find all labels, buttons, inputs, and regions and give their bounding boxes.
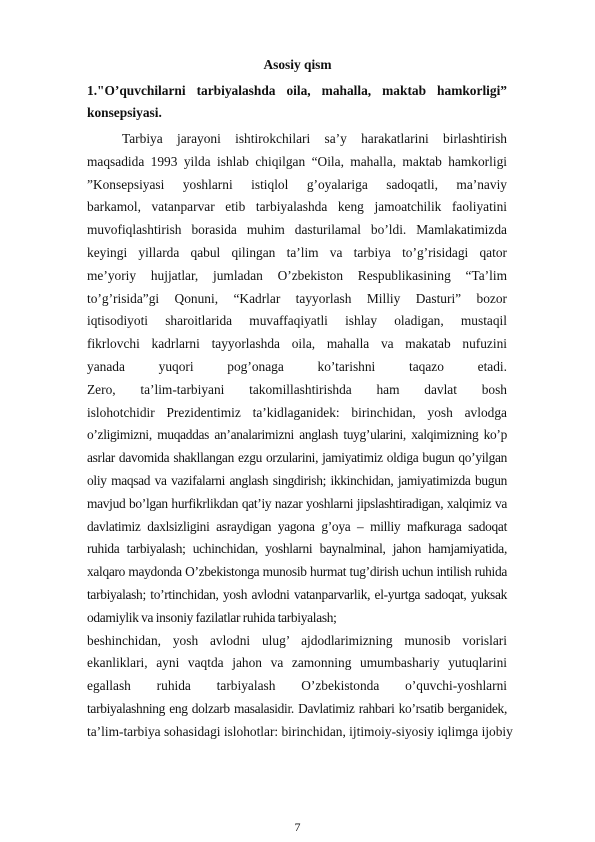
body-line: barkamol, vatanparvar etib tarbiyalashda keng jamoatchilik faoliyatini bbox=[87, 199, 507, 215]
body-line: egallash ruhida tarbiyalash O’zbekistonda o’quvchi-yoshlarni bbox=[87, 678, 507, 694]
body-line: odamiylik va insoniy fazilatlar ruhida tarbiyalash; bbox=[87, 609, 337, 625]
body-line: me’yoriy hujjatlar, jumladan O’zbekiston Respublikasining “Ta’lim bbox=[87, 267, 507, 283]
body-line: beshinchidan, yosh avlodni ulug’ ajdodlarimizning munosib vorislari bbox=[87, 632, 507, 648]
page-number: 7 bbox=[294, 820, 301, 834]
body-line: ekanliklari, ayni vaqtda jahon va zamonning umumbashariy yutuqlarini bbox=[87, 655, 507, 671]
body-line: maqsadida 1993 yilda ishlab chiqilgan “Oila, mahalla, maktab hamkorligi bbox=[87, 153, 507, 169]
body-line: yanada yuqori pog’onaga ko’tarishni taqazo etadi. bbox=[87, 358, 507, 374]
document-title bbox=[87, 80, 507, 124]
body-line: muvofiqlashtirish borasida muhim dasturilamal bo’ldi. Mamlakatimizda bbox=[87, 222, 507, 238]
body-line: oliy maqsad va vazifalarni anglash singdirish; ikkinchidan, jamiyatimizda bugun bbox=[87, 472, 507, 488]
body-line: ruhida tarbiyalash; uchinchidan, yoshlarni baynalminal, jahon hamjamiyatida, bbox=[87, 541, 507, 557]
section-heading: Asosiy qism bbox=[263, 57, 332, 72]
body-line: davlatimiz daxlsizligini asraydigan yagona g’oya – milliy mafkuraga sadoqat bbox=[87, 518, 507, 534]
body-line: ”Konsepsiyasi yoshlarni istiqlol g’oyalariga sadoqatli, ma’naviy bbox=[87, 176, 507, 192]
body-text bbox=[87, 128, 513, 744]
body-line: to’g’risida”gi Qonuni, “Kadrlar tayyorlash Milliy Dasturi” bozor bbox=[87, 290, 507, 306]
body-line: keyingi yillarda qabul qilingan ta’lim va tarbiya to’g’risidagi qator bbox=[87, 244, 507, 260]
body-line: fikrlovchi kadrlarni tayyorlashda oila, mahalla va makatab nufuzini bbox=[87, 336, 507, 352]
body-line: o’zligimizni, muqaddas an’analarimizni anglash tuyg’ularini, xalqimizning ko’p bbox=[87, 427, 507, 443]
body-line: mavjud bo’lgan hurfikrlikdan qat’iy nazar yoshlarni jipslashtiradigan, xalqimiz va bbox=[87, 495, 507, 511]
body-line: asrlar davomida shakllangan ezgu orzularini, jamiyatimiz oldiga bugun qo’yilgan bbox=[87, 450, 507, 466]
body-line: tarbiyalash; to’rtinchidan, yosh avlodni vatanparvarlik, el-yurtga sadoqat, yuksak bbox=[87, 586, 507, 602]
body-line: Tarbiya jarayoni ishtirokchilari sa’y harakatlarini birlashtirish bbox=[122, 131, 507, 146]
body-line: xalqaro maydonda O’zbekistonga munosib hurmat tug’dirish uchun intilish ruhida bbox=[87, 564, 507, 580]
title-line-1: 1."O’quvchilarni tarbiyalashda oila, mahalla, maktab hamkorligi” bbox=[87, 83, 507, 98]
body-line: islohotchidir Prezidentimiz ta’kidlaganidek: birinchidan, yosh avlodga bbox=[87, 404, 507, 420]
body-line: ta’lim-tarbiya sohasidagi islohotlar: birinchidan, ijtimoiy-siyosiy iqlimga ijobiy bbox=[87, 723, 513, 739]
body-line: tarbiyalashning eng dolzarb masalasidir. Davlatimiz rahbari ko’rsatib berganidek, bbox=[87, 700, 507, 716]
body-line: iqtisodiyoti sharoitlarida muvaffaqiyatli ishlay oladigan, mustaqil bbox=[87, 313, 507, 329]
title-line-2: konsepsiyasi. bbox=[87, 105, 162, 120]
body-line: Zero, ta’lim-tarbiyani takomillashtirishda ham davlat bosh bbox=[87, 381, 507, 397]
